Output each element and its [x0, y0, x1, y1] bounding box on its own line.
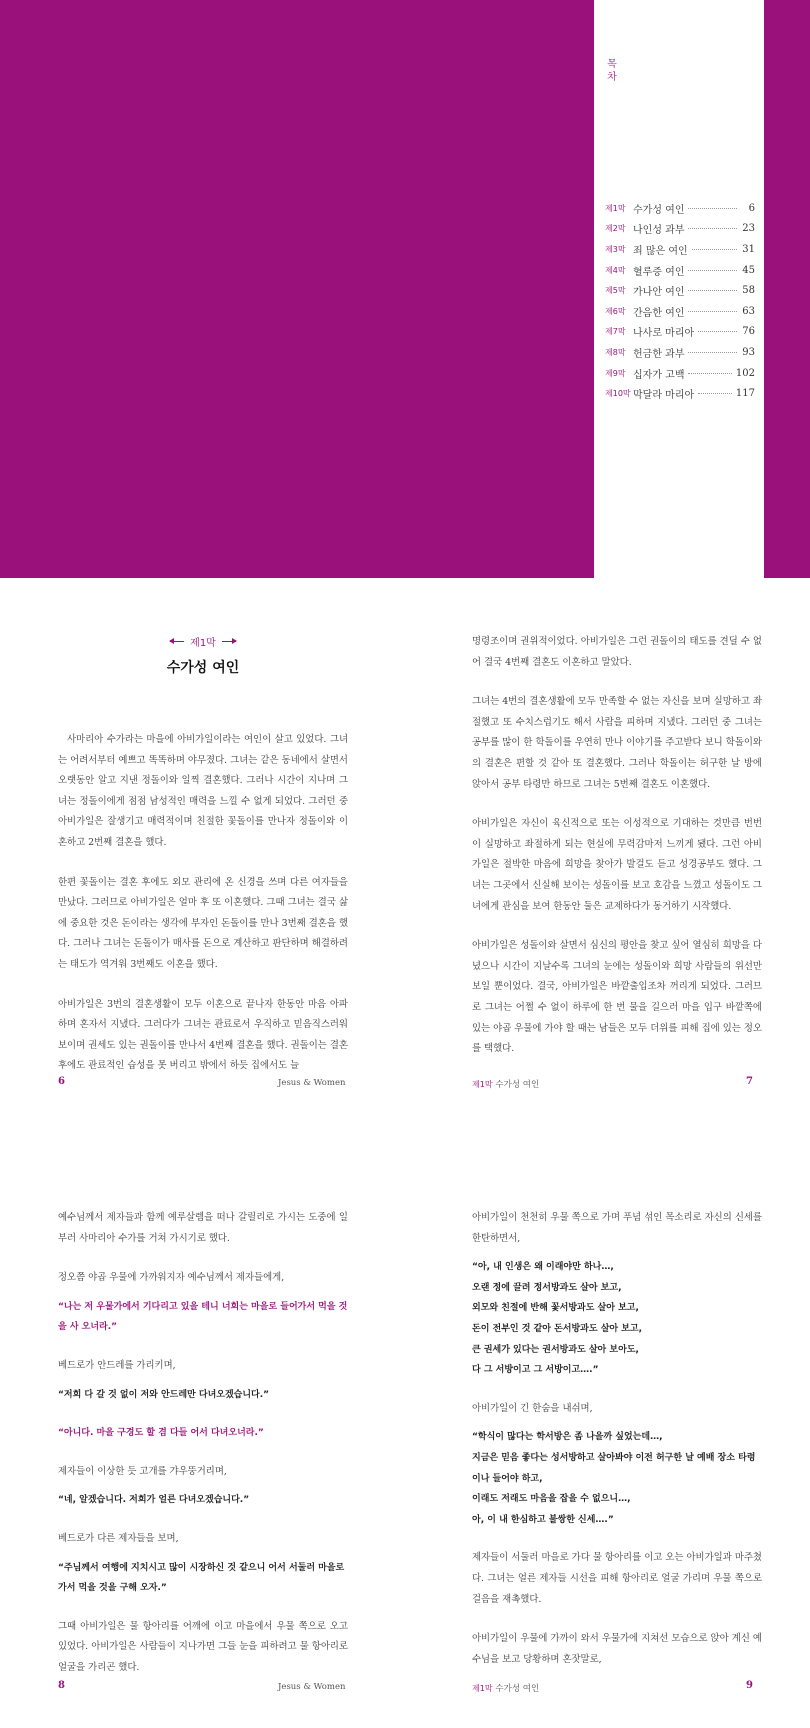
paragraph: 아비가일이 긴 한숨을 내쉬며,	[472, 1402, 593, 1414]
dialogue-line: 지금은 믿음 좋다는 성서방하고 살아봐야 이전 허구한 날 예배 장소 타령이나 들어야 하고,	[472, 1452, 756, 1484]
chapter-title: 수가성 여인	[166, 660, 240, 676]
toc-item-page: 6	[748, 202, 755, 214]
dialogue-line: 다 그 서방이고 그 서방이고….”	[472, 1365, 599, 1376]
dialogue-block	[472, 1257, 762, 1381]
toc-item-number: 제3막	[605, 244, 626, 254]
page-9-body	[472, 1208, 762, 1689]
toc-item[interactable]	[605, 198, 755, 219]
toc-item[interactable]	[605, 322, 755, 343]
dialogue-line: 아, 이 내 한심하고 불쌍한 신세….”	[472, 1514, 614, 1525]
toc-item[interactable]	[605, 219, 755, 240]
toc-leader-dots	[688, 352, 737, 353]
toc-leader-dots	[688, 290, 737, 291]
dialogue-line: 오랜 정에 끌려 정서방과도 살아 보고,	[472, 1282, 622, 1293]
paragraph: 아비가일이 천천히 우물 쪽으로 가며 푸념 섞인 목소리로 자신의 신세를 한탄하면서,	[472, 1212, 762, 1244]
dialogue-line: 이래도 저래도 마음을 잡을 수 없으니…,	[472, 1494, 631, 1505]
paragraph: 아비가일이 우물에 가까이 와서 우물가에 지쳐선 모습으로 앉아 계신 예수님을 보고 당황하며 혼잣말로,	[472, 1633, 762, 1665]
paragraph: 한편 꽃돌이는 결혼 후에도 외모 관리에 온 신경을 쓰며 다른 여자들을 만났다. 그러므로 아비가일은 얼마 후 또 이혼했다. 그때 그녀는 결국 삶에 중요한 것은 돈이라는 생각에 부자인 돈돌이를 만나 3번째 결혼을 했다. 그러나 그녀는 돈돌이가 매사를 돈으로 계산하고 판단하며 해결하려는 태도가 역겨워 3번째도 이혼을 했다.	[58, 876, 348, 970]
running-title: Jesus & Women	[278, 1078, 346, 1088]
page-number: 6	[58, 1076, 65, 1087]
toc-item-number: 제9막	[605, 368, 626, 378]
dialogue-quote: “아니다. 마을 구경도 할 겸 다들 어서 다녀오너라.”	[58, 1428, 264, 1439]
dialogue-line: 돈이 전부인 것 같아 돈서방과도 살아 보고,	[472, 1323, 643, 1334]
toc-item-title: 가나안 여인	[633, 287, 685, 299]
toc-item-title: 간음한 여인	[633, 307, 685, 319]
toc-item-number: 제10막	[605, 389, 631, 399]
toc-item[interactable]	[605, 280, 755, 301]
dialogue-block	[472, 1427, 762, 1530]
toc-item-title: 수가성 여인	[633, 204, 685, 216]
running-chapter: 제1막 수가성 여인	[472, 1080, 540, 1090]
toc-item[interactable]	[605, 239, 755, 260]
toc-leader-dots	[688, 228, 737, 229]
paragraph: 그때 아비가일은 물 항아리를 어깨에 이고 마을에서 우물 쪽으로 오고 있었다. 아비가일은 사람들이 지나가면 그들 눈을 피하려고 물 항아리로 얼굴을 가리곤 했다.	[58, 1620, 348, 1673]
toc-item-page: 102	[735, 367, 755, 379]
toc-leader-dots	[688, 270, 737, 271]
paragraph: 정오쯤 야곱 우물에 가까워지자 예수님께서 제자들에게,	[58, 1272, 285, 1284]
toc-item-number: 제1막	[605, 203, 626, 213]
toc-leader-dots	[688, 373, 731, 374]
toc-item-page: 63	[742, 305, 755, 317]
dialogue-line: 큰 권세가 있다는 권서방과도 살아 보아도,	[472, 1344, 639, 1355]
toc-leader-dots	[688, 311, 737, 312]
page-number: 8	[58, 1680, 65, 1691]
running-title: Jesus & Women	[278, 1682, 346, 1692]
page-number: 7	[746, 1076, 753, 1087]
paragraph: 베드로가 다른 제자들을 보며,	[58, 1532, 179, 1544]
toc-leader-dots	[698, 331, 737, 332]
paragraph: 제자들이 서둘러 마을로 가다 물 항아리를 이고 오는 아비가일과 마주쳤다. 그녀는 얼른 제자들 시선을 피해 항아리로 얼굴 가리며 우물 쪽으로 걸음을 재촉했다.	[472, 1552, 762, 1605]
toc-item-number: 제8막	[605, 347, 626, 357]
dialogue-quote: “네, 알겠습니다. 저희가 얼른 다녀오겠습니다.”	[58, 1495, 250, 1506]
toc-item-page: 117	[735, 388, 755, 400]
paragraph: 아비가일은 3번의 결혼생활이 모두 이혼으로 끝나자 한동안 마음 아파하며 혼자서 지냈다. 그러다가 그녀는 관료로서 우직하고 믿음직스러워 보이며 권세도 있는 권돌이를 만나서 4번째 결혼을 했다. 권돌이는 결혼 후에도 관료적인 습성을 못 버리고 밖에서 하듯 집에서도 늘	[58, 998, 348, 1072]
toc-item-title: 헌금한 과부	[633, 348, 685, 360]
dialogue-line: “아, 내 인생은 왜 이래야만 하나…,	[472, 1262, 614, 1273]
toc-item-title: 나인성 과부	[633, 225, 685, 237]
page-8-body	[58, 1208, 348, 1698]
dialogue-line: “학식이 많다는 학서방은 좀 나을까 싶었는데…,	[472, 1432, 663, 1443]
dialogue-line: 외모와 친절에 반해 꽃서방과도 살아 보고,	[472, 1303, 639, 1314]
toc-item[interactable]	[605, 260, 755, 281]
toc-leader-dots	[692, 249, 737, 250]
toc-item-page: 23	[742, 223, 755, 235]
arrow-right-icon	[222, 641, 236, 642]
paragraph: 명령조이며 권위적이었다. 아비가일은 그런 권돌이의 태도를 견딜 수 없어 결국 4번째 결혼도 이혼하고 말았다.	[472, 636, 762, 668]
toc-leader-dots	[698, 393, 732, 394]
arrow-left-icon	[170, 641, 184, 642]
toc-item-number: 제5막	[605, 286, 626, 296]
dialogue-quote: “나는 저 우물가에서 기다리고 있을 테니 너희는 마을로 들어가서 먹을 것을 사 오너라.”	[58, 1301, 348, 1333]
paragraph: 그녀는 4번의 결혼생활에 모두 만족할 수 없는 자신을 보며 실망하고 좌절했고 또 수치스럽기도 해서 사람을 피하며 지냈다. 그러던 중 그녀는 공부를 많이 한 학돌이를 우연히 만나 이야기를 주고받다 보니 학돌이와의 결혼은 편할 것 같아 또 결혼했다. 그러나 학돌이는 허구한 날 방에 앉아서 공부 타령만 하므로 그녀는 5번째 결혼도 이혼했다.	[472, 696, 762, 790]
toc-item-title: 막달라 마리아	[633, 390, 695, 402]
toc-item-title: 죄 많은 여인	[633, 245, 688, 257]
page-7-body	[472, 632, 762, 1079]
toc-item-number: 제6막	[605, 306, 626, 316]
page-6-body	[58, 730, 348, 1096]
paragraph: 사마리아 수가라는 마을에 아비가일이라는 여인이 살고 있었다. 그녀는 어려서부터 예쁘고 똑똑하며 야무졌다. 그녀는 같은 동네에서 살면서 오랫동안 알고 지낸 정돌이와 일찍 결혼했다. 그러나 시간이 지나며 그녀는 정돌이에게 점점 남성적인 매력을 느낄 수 없게 되었다. 그러던 중 아비가일은 잘생기고 매력적이며 친절한 꽃돌이를 만나자 정돌이와 이혼하고 2번째 결혼을 했다.	[58, 734, 348, 848]
paragraph: 제자들이 이상한 듯 고개를 갸우뚱거리며,	[58, 1465, 227, 1477]
page-number: 9	[746, 1680, 753, 1691]
toc-item[interactable]	[605, 363, 755, 384]
toc-item-page: 31	[742, 243, 755, 255]
toc-item-page: 45	[742, 264, 755, 276]
toc-item[interactable]	[605, 342, 755, 363]
toc-item-number: 제7막	[605, 327, 626, 337]
toc-item-number: 제2막	[605, 224, 626, 234]
toc-item-title: 나사로 마리아	[633, 328, 695, 340]
toc-item-title: 혈루증 여인	[633, 266, 685, 278]
toc-item-page: 93	[742, 346, 755, 358]
toc-list	[605, 198, 755, 404]
running-chapter: 제1막 수가성 여인	[472, 1684, 540, 1694]
paragraph: 베드로가 안드레를 가리키며,	[58, 1359, 176, 1371]
chapter-header	[58, 634, 348, 677]
toc-item-number: 제4막	[605, 265, 626, 275]
toc-item[interactable]	[605, 383, 755, 404]
toc-heading: 목 차	[607, 59, 617, 83]
toc-leader-dots	[688, 208, 737, 209]
toc-item-page: 76	[742, 326, 755, 338]
chapter-label: 제1막	[190, 638, 216, 649]
toc-item-title: 십자가 고백	[633, 369, 685, 381]
dialogue-quote: “주님께서 여행에 지치시고 많이 시장하신 것 같으니 어서 서둘러 마을로 가서 먹을 것을 구해 오자.”	[58, 1562, 345, 1594]
paragraph: 아비가일은 자신이 육신적으로 또는 이성적으로 기대하는 것만큼 번번이 실망하고 좌절하게 되는 현실에 무력감마저 느끼게 됐다. 그런 아비가일은 절박한 마음에 희망을 찾아가 발걸도 듣고 성경공부도 했다. 그녀는 그곳에서 신실해 보이는 성돌이를 보고 호감을 느꼈고 성돌이도 그녀에게 관심을 보여 한동안 둘은 교제하다가 동거하기 시작했다.	[472, 818, 762, 912]
dialogue-quote: “저희 다 갈 것 없이 저와 안드레만 다녀오겠습니다.”	[58, 1389, 270, 1400]
toc-item[interactable]	[605, 301, 755, 322]
toc-item-page: 58	[742, 285, 755, 297]
paragraph: 아비가일은 성돌이와 살면서 심신의 평안을 찾고 싶어 열심히 희망을 다녔으나 시간이 지날수록 그녀의 눈에는 성돌이와 희망 사람들의 위선만 보일 뿐이었다. 결국, 아비가일은 바깥출입조차 꺼리게 되었다. 그러므로 그녀는 어쩔 수 없이 하루에 한 번 물을 길으러 마을 입구 바깥쪽에 있는 야곱 우물에 가야 할 때는 남들은 모두 더위를 피해 집에 있는 정오를 택했다.	[472, 940, 762, 1055]
paragraph: 예수님께서 제자들과 함께 예루살렘을 떠나 갈릴리로 가시는 도중에 일부러 사마리아 수가를 거쳐 가시기로 했다.	[58, 1212, 348, 1244]
